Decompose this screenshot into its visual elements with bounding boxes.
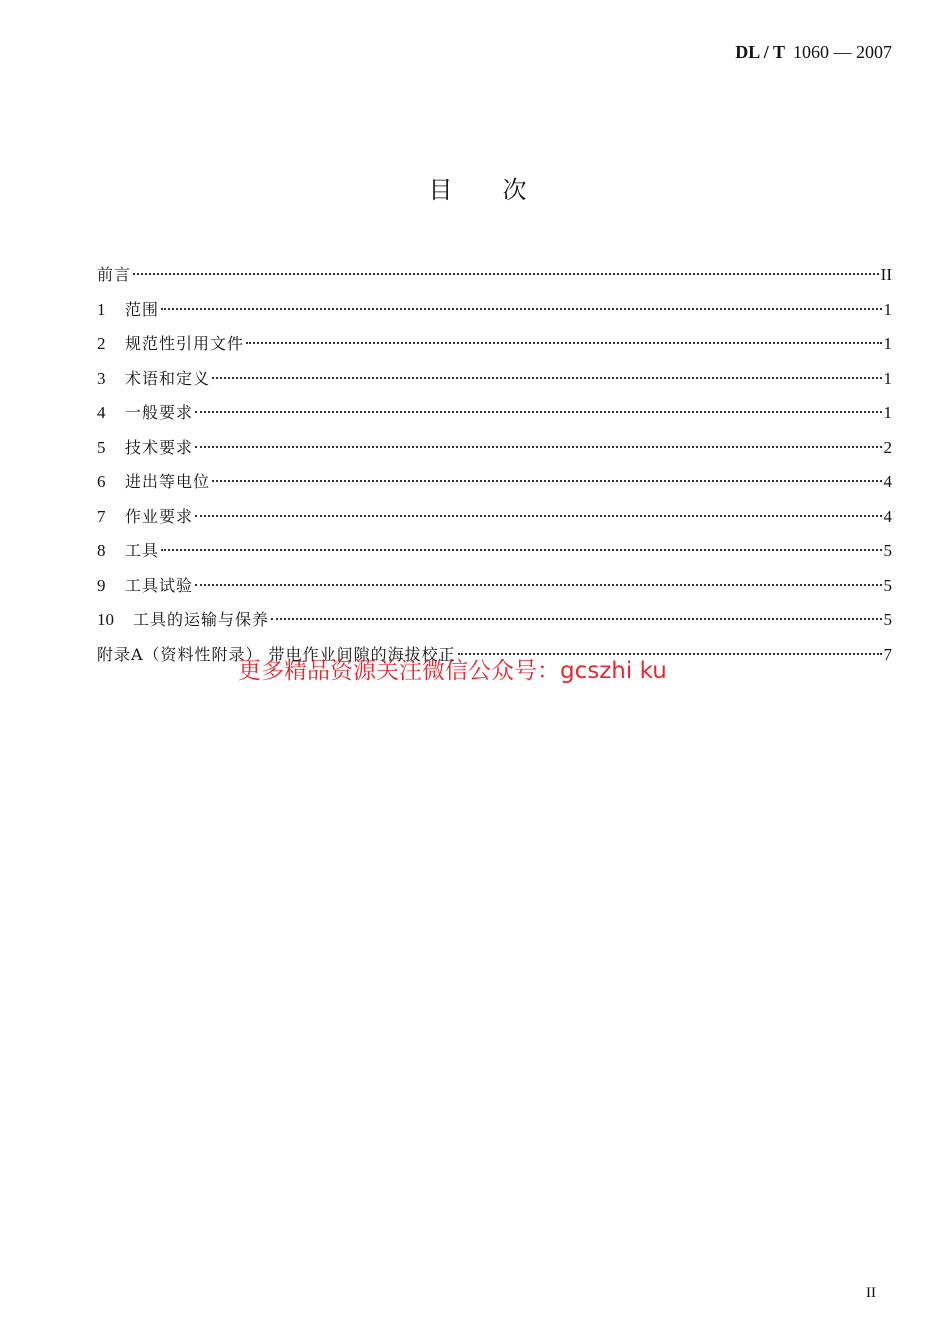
toc-entry-label: 工具的运输与保养 [133, 610, 270, 629]
toc-entry-page: 7 [883, 644, 892, 664]
toc-entry-label: 技术要求 [125, 437, 194, 457]
toc-entry-label: 范围 [125, 299, 160, 319]
toc-entry[interactable] [97, 536, 892, 571]
toc-entry-label: 术语和定义 [125, 368, 211, 388]
toc-entry-page: 1 [883, 403, 892, 422]
toc-leader-dots [271, 618, 881, 620]
toc-entry-number: 5 [97, 437, 106, 457]
toc-entry-number: 9 [97, 575, 106, 595]
toc-leader-dots [161, 308, 881, 310]
toc-entry[interactable] [97, 364, 892, 399]
toc-entry-label: 前言 [97, 265, 132, 284]
toc-entry-number: 1 [97, 299, 106, 319]
toc-leader-dots [212, 377, 881, 379]
toc-entry[interactable] [97, 605, 892, 640]
toc-entry-page: 2 [883, 437, 892, 457]
toc-entry-label: 附录A（资料性附录） 带电作业间隙的海拔校正 [97, 644, 456, 664]
toc-entry-page: 1 [883, 334, 892, 353]
toc-entry-number: 4 [97, 403, 106, 422]
toc-entry[interactable] [97, 329, 892, 364]
toc-leader-dots [195, 411, 881, 413]
toc-entry-page: 4 [883, 506, 892, 526]
page-number: II [866, 1285, 876, 1301]
toc-entry-page: II [880, 265, 892, 284]
toc-entry[interactable] [97, 433, 892, 468]
toc-entry-label: 一般要求 [125, 403, 194, 422]
toc-list [97, 260, 892, 674]
toc-entry[interactable] [97, 398, 892, 433]
standard-prefix: DL / T [735, 42, 785, 62]
toc-entry[interactable] [97, 502, 892, 537]
toc-leader-dots [133, 273, 879, 275]
toc-entry-page: 5 [883, 575, 892, 595]
toc-entry-page: 5 [883, 541, 892, 560]
standard-number: 1060 — 2007 [793, 42, 892, 62]
standard-code [735, 42, 892, 63]
toc-entry-page: 1 [883, 299, 892, 319]
watermark-text: 更多精品资源关注微信公众号：gcszhi ku [238, 658, 667, 684]
toc-entry-page: 5 [883, 610, 892, 629]
toc-entry-label: 作业要求 [125, 506, 194, 526]
toc-entry-number: 2 [97, 334, 106, 353]
toc-entry-label: 工具试验 [125, 575, 194, 595]
toc-leader-dots [195, 584, 881, 586]
toc-leader-dots [212, 480, 881, 482]
toc-entry-number: 3 [97, 368, 106, 388]
toc-leader-dots [161, 549, 881, 551]
toc-entry-number: 8 [97, 541, 106, 560]
toc-entry-page: 1 [883, 368, 892, 388]
toc-entry-number: 7 [97, 506, 106, 526]
toc-entry[interactable] [97, 295, 892, 330]
toc-entry-label: 工具 [125, 541, 160, 560]
toc-entry-number: 6 [97, 472, 106, 491]
toc-entry[interactable] [97, 260, 892, 295]
toc-entry[interactable] [97, 467, 892, 502]
toc-leader-dots [195, 446, 881, 448]
toc-title: 目次 [428, 176, 577, 204]
toc-entry-label: 进出等电位 [125, 472, 211, 491]
toc-entry[interactable] [97, 571, 892, 606]
toc-entry-page: 4 [883, 472, 892, 491]
toc-entry-number: 10 [97, 610, 114, 629]
toc-leader-dots [246, 342, 881, 344]
toc-leader-dots [195, 515, 881, 517]
toc-entry-label: 规范性引用文件 [125, 334, 245, 353]
